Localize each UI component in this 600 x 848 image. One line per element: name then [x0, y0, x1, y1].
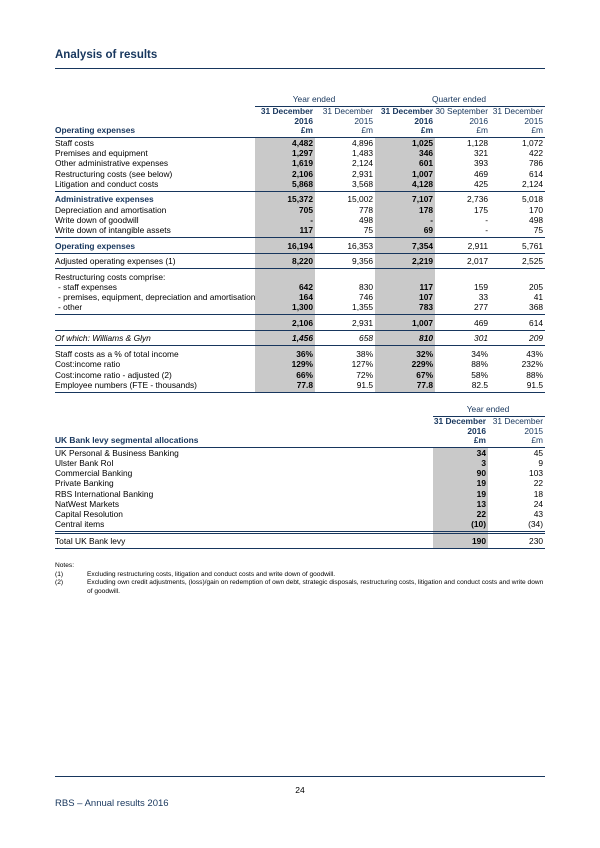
cell-value: 229%: [375, 360, 435, 370]
cell-value: 642: [255, 283, 315, 293]
cell-value: 117: [255, 226, 315, 238]
footer-text: RBS – Annual results 2016: [55, 798, 169, 809]
cell-value: 5,761: [490, 238, 545, 254]
cell-value: 3: [433, 458, 488, 468]
cell-value: 175: [474, 204, 489, 215]
cell-value: 178: [375, 205, 435, 215]
cell-value: 830: [359, 281, 374, 292]
cell-value: 393: [474, 158, 489, 169]
column-header-unit: £m: [531, 435, 544, 446]
cell-value: [315, 269, 375, 283]
column-header-line: 31 December: [260, 106, 313, 117]
cell-value: 5,868: [255, 179, 315, 191]
cell-value: 38%: [356, 348, 374, 359]
note-number: (2): [55, 579, 64, 587]
cell-value: 88%: [471, 359, 489, 370]
table-row: [55, 469, 545, 479]
column-header-unit: £m: [361, 125, 374, 136]
row-label: Depreciation and amortisation: [55, 204, 167, 215]
group-header-row: [55, 95, 545, 106]
row-label: Private Banking: [55, 478, 114, 489]
cell-value: 425: [435, 179, 490, 191]
empty-cell: [55, 95, 255, 106]
row-label: Capital Resolution: [55, 509, 123, 520]
row-label: UK Personal & Business Banking: [55, 447, 179, 458]
row-label: Litigation and conduct costs: [55, 179, 255, 191]
column-header-line: 2016: [467, 425, 486, 436]
cell-value: 127%: [351, 359, 374, 370]
cell-value: 69: [375, 226, 435, 238]
table-row: [55, 169, 545, 179]
row-label: Total UK Bank levy: [55, 532, 433, 549]
column-header-unit: £m: [300, 125, 313, 136]
cell-value: 58%: [471, 369, 489, 380]
cell-value: 469: [435, 315, 490, 331]
column-header-line: 2015: [524, 425, 544, 436]
note-number: (1): [55, 570, 64, 578]
group-header-row: [55, 405, 545, 416]
column-header-dec2015: [488, 416, 545, 447]
table-row: [55, 479, 545, 489]
cell-value: 90: [433, 469, 488, 479]
cell-value: 16,353: [315, 238, 375, 254]
column-header-line: 31 December: [433, 416, 486, 427]
row-label: Central items: [55, 520, 433, 532]
column-header-line: 2015: [524, 115, 544, 126]
cell-value: 7,107: [375, 191, 435, 205]
column-header-line: 31 December: [322, 106, 374, 117]
cell-value: 7,354: [375, 238, 435, 254]
table-row: [55, 138, 545, 149]
column-header-line: 2015: [354, 115, 374, 126]
row-label: Staff costs as a % of total income: [55, 348, 179, 359]
cell-value: 103: [529, 468, 544, 479]
column-header-unit: £m: [531, 125, 544, 136]
cell-value: 45: [533, 447, 544, 458]
row-label: - premises, equipment, depreciation and amortisation: [58, 292, 256, 303]
cell-value: 2,931: [315, 315, 375, 331]
cell-value: 107: [375, 293, 435, 303]
cell-value: 205: [529, 281, 544, 292]
column-header-unit: £m: [420, 125, 434, 136]
row-label: Operating expenses: [55, 238, 255, 254]
cell-value: 117: [375, 283, 435, 293]
row-label: Employee numbers (FTE - thousands): [55, 380, 255, 392]
table-row: [55, 205, 545, 215]
cell-value: 91.5: [490, 380, 545, 392]
cell-value: 1,007: [375, 315, 435, 331]
operating-expenses-table-header: [55, 95, 545, 138]
column-header-dec2016-ye: [255, 106, 315, 137]
cell-value: -: [255, 215, 315, 225]
column-header-dec2015-ye: [315, 106, 375, 137]
cell-value: 129%: [255, 360, 315, 370]
table-row: [55, 500, 545, 510]
cell-value: [490, 269, 545, 283]
cell-value: -: [435, 226, 490, 238]
cell-value: 1,456: [255, 330, 315, 346]
table-row: [55, 520, 545, 532]
cell-value: 15,372: [255, 191, 315, 205]
row-label: Ulster Bank RoI: [55, 457, 114, 468]
cell-value: 705: [255, 205, 315, 215]
row-label: Administrative expenses: [55, 194, 154, 205]
table-row: [55, 346, 545, 360]
cell-value: 469: [474, 168, 489, 179]
cell-value: 19: [433, 479, 488, 489]
cell-value: 2,219: [375, 253, 435, 269]
table-row: [55, 360, 545, 370]
table-row: [55, 159, 545, 169]
column-header-line: 30 September: [435, 106, 489, 117]
cell-value: 4,128: [375, 179, 435, 191]
cell-value: 498: [529, 214, 544, 225]
cell-value: 778: [359, 204, 374, 215]
cell-value: (10): [433, 520, 488, 532]
row-label: RBS International Banking: [55, 488, 154, 499]
cell-value: 232%: [521, 359, 544, 370]
cell-value: [375, 269, 435, 283]
row-label: Write down of intangible assets: [55, 226, 255, 238]
cell-value: 614: [529, 168, 544, 179]
cell-value: 1,007: [375, 169, 435, 179]
cell-value: 170: [529, 204, 544, 215]
bank-levy-table: [55, 405, 545, 550]
note-text: Excluding own credit adjustments, (loss)/gain on redemption of own debt, strategic disposals, restructuring costs, litigation and conduct costs and write down of goodwill.: [87, 579, 544, 595]
cell-value: 18: [533, 488, 544, 499]
cell-value: 32%: [375, 346, 435, 360]
cell-value: 24: [533, 498, 544, 509]
cell-value: 230: [488, 532, 545, 549]
operating-expenses-table-body: [55, 138, 545, 393]
page-footer: [55, 776, 545, 809]
row-label: Commercial Banking: [55, 468, 133, 479]
cell-value: 810: [375, 330, 435, 346]
table-row: [55, 303, 545, 315]
cell-value: 368: [490, 303, 545, 315]
cell-value: 34: [433, 448, 488, 459]
cell-value: 91.5: [315, 380, 375, 392]
column-header-line: 2016: [414, 115, 434, 126]
table-row: [55, 330, 545, 346]
operating-expenses-table: [55, 95, 545, 393]
cell-value: 498: [359, 214, 374, 225]
cell-value: 783: [375, 303, 435, 315]
column-header-sep2016-qe: [435, 106, 490, 137]
cell-value: 1,355: [315, 303, 375, 315]
row-label: NatWest Markets: [55, 498, 120, 509]
cell-value: 9: [538, 457, 544, 468]
cell-value: 4,482: [255, 138, 315, 149]
cell-value: 2,525: [490, 253, 545, 269]
cell-value: 159: [474, 281, 489, 292]
table-row: [55, 315, 545, 331]
cell-value: 2,106: [255, 169, 315, 179]
note-item: [55, 571, 545, 579]
page-content: [55, 49, 545, 596]
table-section-label: UK Bank levy segmental allocations: [55, 416, 433, 447]
table-row: [55, 370, 545, 380]
cell-value: 16,194: [255, 238, 315, 254]
cell-value: 19: [433, 489, 488, 499]
row-label: - staff expenses: [58, 281, 117, 292]
cell-value: 190: [433, 532, 488, 549]
cell-value: 22: [433, 510, 488, 520]
row-label: Write down of goodwill: [55, 214, 139, 225]
cell-value: 164: [255, 293, 315, 303]
cell-value: 67%: [375, 370, 435, 380]
cell-value: 2,736: [467, 194, 489, 205]
column-header-line: 2016: [294, 115, 313, 126]
row-label: Restructuring costs (see below): [55, 168, 173, 179]
table-row: [55, 191, 545, 205]
cell-value: 1,297: [255, 149, 315, 159]
column-header-line: 31 December: [380, 106, 434, 117]
group-header-year-ended: Year ended: [433, 405, 545, 416]
table-row: [55, 532, 545, 549]
row-label: Staff costs: [55, 137, 94, 148]
cell-value: 614: [490, 315, 545, 331]
cell-value: 2,124: [352, 158, 374, 169]
cell-value: 746: [359, 292, 374, 303]
row-label: Premises and equipment: [55, 147, 148, 158]
cell-value: 22: [533, 478, 544, 489]
cell-value: 3,568: [315, 179, 375, 191]
group-header-year-ended: Year ended: [255, 95, 375, 106]
cell-value: 2,911: [435, 238, 490, 254]
cell-value: 786: [529, 158, 544, 169]
column-header-dec2016-qe: [375, 106, 435, 137]
table-row: [55, 448, 545, 459]
cell-value: 1,072: [522, 137, 544, 148]
cell-value: 601: [375, 159, 435, 169]
cell-value: 1,300: [255, 303, 315, 315]
cell-value: 88%: [526, 369, 544, 380]
column-header-dec2016: [433, 416, 488, 447]
row-label: Restructuring costs comprise:: [55, 271, 166, 282]
table-row: [55, 226, 545, 238]
cell-value: 9,356: [315, 253, 375, 269]
cell-value: 2,124: [490, 179, 545, 191]
column-header-line: 2016: [469, 115, 489, 126]
cell-value: 43%: [526, 348, 544, 359]
empty-cell: [55, 405, 433, 416]
column-header-unit: £m: [476, 125, 489, 136]
table-row: [55, 238, 545, 254]
table-section-label: Operating expenses: [55, 106, 255, 137]
column-header-line: 31 December: [492, 106, 544, 117]
cell-value: 209: [490, 330, 545, 346]
cell-value: -: [485, 214, 489, 225]
cell-value: 33: [478, 292, 489, 303]
cell-value: 75: [490, 226, 545, 238]
page-number: 24: [295, 785, 305, 795]
table-row: [55, 380, 545, 392]
cell-value: 77.8: [255, 380, 315, 392]
cell-value: [255, 269, 315, 283]
cell-value: 41: [533, 292, 544, 303]
cell-value: 82.5: [435, 380, 490, 392]
row-label: [55, 315, 255, 331]
bank-levy-table-body: [55, 448, 545, 549]
cell-value: 2,931: [352, 168, 374, 179]
row-label: Cost:income ratio - adjusted (2): [55, 369, 172, 380]
column-header-row: [55, 106, 545, 137]
cell-value: 34%: [471, 348, 489, 359]
cell-value: 321: [474, 147, 489, 158]
table-row: [55, 489, 545, 499]
note-text: Excluding restructuring costs, litigation and conduct costs and write down of goodwill.: [87, 570, 336, 578]
cell-value: 1,025: [375, 138, 435, 149]
row-label: Cost:income ratio: [55, 359, 121, 370]
cell-value: 4,896: [352, 137, 374, 148]
table-row: [55, 179, 545, 191]
notes-section: [55, 562, 545, 596]
cell-value: -: [375, 215, 435, 225]
table-row: [55, 269, 545, 283]
cell-value: 1,483: [352, 147, 374, 158]
cell-value: 75: [315, 226, 375, 238]
cell-value: 1,128: [467, 137, 489, 148]
cell-value: 66%: [255, 370, 315, 380]
cell-value: 5,018: [522, 194, 544, 205]
page-title: Analysis of results: [55, 49, 545, 69]
cell-value: 8,220: [255, 253, 315, 269]
cell-value: 13: [433, 500, 488, 510]
column-header-row: [55, 416, 545, 447]
row-label: - other: [55, 303, 255, 315]
bank-levy-table-header: [55, 405, 545, 448]
column-header-dec2015-qe: [490, 106, 545, 137]
row-label: Of which: Williams & Glyn: [55, 330, 255, 346]
cell-value: 346: [375, 149, 435, 159]
cell-value: 2,017: [435, 253, 490, 269]
cell-value: 77.8: [375, 380, 435, 392]
row-label: Other administrative expenses: [55, 158, 169, 169]
cell-value: 658: [315, 330, 375, 346]
cell-value: 43: [533, 509, 544, 520]
table-row: [55, 253, 545, 269]
cell-value: (34): [488, 520, 545, 532]
cell-value: 1,619: [255, 159, 315, 169]
cell-value: 277: [435, 303, 490, 315]
column-header-unit: £m: [473, 435, 486, 446]
cell-value: [435, 269, 490, 283]
cell-value: 2,106: [255, 315, 315, 331]
note-item: [55, 579, 545, 596]
row-label: Adjusted operating expenses (1): [55, 253, 255, 269]
cell-value: 422: [529, 147, 544, 158]
group-header-quarter-ended: Quarter ended: [375, 95, 545, 106]
notes-heading: Notes:: [55, 562, 75, 570]
cell-value: 72%: [356, 369, 374, 380]
cell-value: 15,002: [347, 194, 374, 205]
cell-value: 301: [435, 330, 490, 346]
cell-value: 36%: [255, 346, 315, 360]
column-header-line: 31 December: [492, 416, 544, 427]
